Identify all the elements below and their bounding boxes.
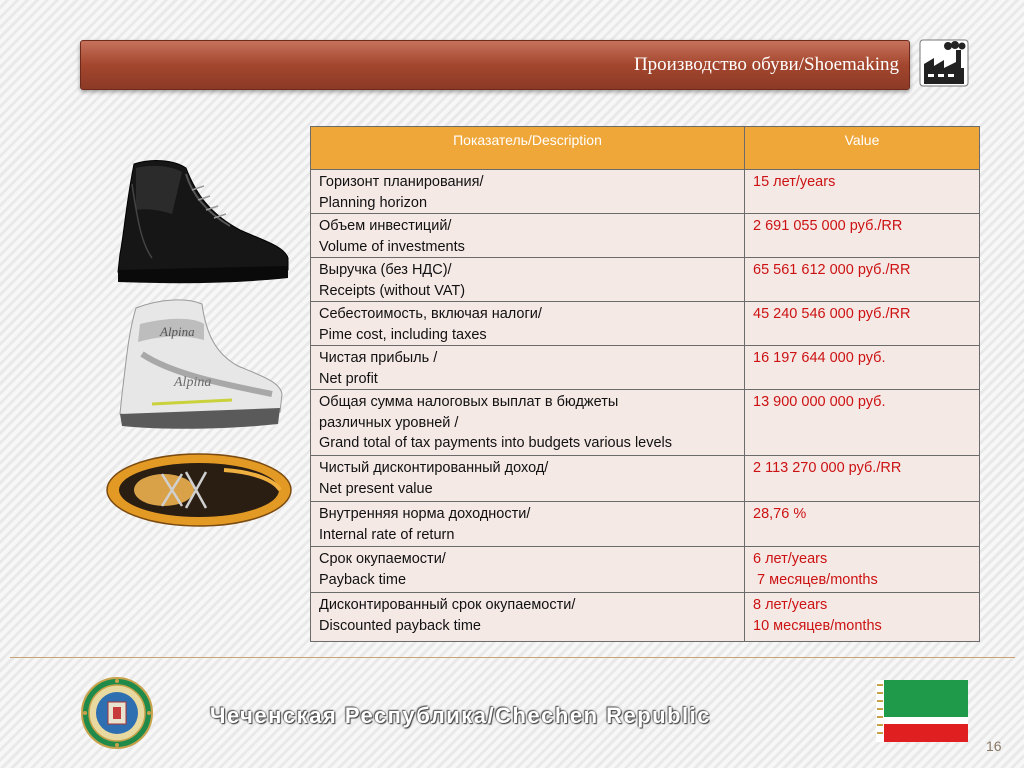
- row-value: 65 561 612 000 руб./RR: [745, 258, 980, 302]
- table-row: [311, 456, 979, 502]
- table-header-row: [311, 127, 979, 170]
- row-description: Чистая прибыль / Net profit: [311, 346, 745, 390]
- table-row: [311, 170, 979, 214]
- row-description: Срок окупаемости/ Payback time: [311, 547, 745, 593]
- row-description: Внутренняя норма доходности/ Internal rate of return: [311, 502, 745, 547]
- row-value: 15 лет/years: [745, 170, 980, 214]
- table-row: [311, 593, 979, 642]
- row-description: Себестоимость, включая налоги/ Pime cost, including taxes: [311, 302, 745, 346]
- row-value: 2 691 055 000 руб./RR: [745, 214, 980, 258]
- row-value: 8 лет/years 10 месяцев/months: [753, 597, 882, 634]
- row-description: Общая сумма налоговых выплат в бюджеты различных уровней / Grand total of tax payments into budgets various levels: [311, 390, 745, 456]
- table-row: [311, 346, 979, 390]
- row-description: Дисконтированный срок окупаемости/ Discounted payback time: [311, 593, 745, 642]
- row-description: Объем инвестиций/ Volume of investments: [311, 214, 745, 258]
- investment-table: [310, 126, 980, 642]
- table-row: [311, 302, 979, 346]
- alpina-ski-boot-image: [112, 294, 288, 434]
- table-row: [311, 547, 979, 593]
- row-description: Горизонт планирования/ Planning horizon: [311, 170, 745, 214]
- row-description: Выручка (без НДС)/ Receipts (without VAT): [311, 258, 745, 302]
- page-number: 16: [986, 738, 1002, 754]
- table-row: [311, 502, 979, 547]
- chechen-flag-icon: [876, 680, 968, 742]
- footer-divider: [10, 657, 1015, 658]
- row-description: Чистый дисконтированный доход/ Net present value: [311, 456, 745, 502]
- alpina-logo-text: Alpina: [160, 324, 195, 339]
- row-value: 16 197 644 000 руб.: [745, 346, 980, 390]
- row-value: 6 лет/years 7 месяцев/months: [745, 547, 980, 593]
- orange-sneaker-image: [104, 450, 294, 530]
- table-row: [311, 214, 979, 258]
- row-value: 45 240 546 000 руб./RR: [745, 302, 980, 346]
- page-title: Производство обуви/Shoemaking: [633, 54, 899, 75]
- table-row: [311, 390, 979, 456]
- chechen-emblem-icon: [80, 676, 154, 750]
- table-row: [311, 258, 979, 302]
- svg-text:Alpina: Alpina: [174, 375, 212, 390]
- title-bar: [80, 40, 910, 90]
- column-header-description: Показатель/Description: [311, 127, 745, 170]
- row-value: 28,76 %: [745, 502, 980, 547]
- row-value: 13 900 000 000 руб.: [745, 390, 980, 456]
- factory-icon: [918, 38, 970, 88]
- footer-region-title: Чеченская Республика/Chechen Republic: [210, 703, 712, 728]
- black-boot-image: [112, 154, 294, 286]
- column-header-value: Value: [745, 127, 980, 170]
- row-value: 2 113 270 000 руб./RR: [745, 456, 980, 502]
